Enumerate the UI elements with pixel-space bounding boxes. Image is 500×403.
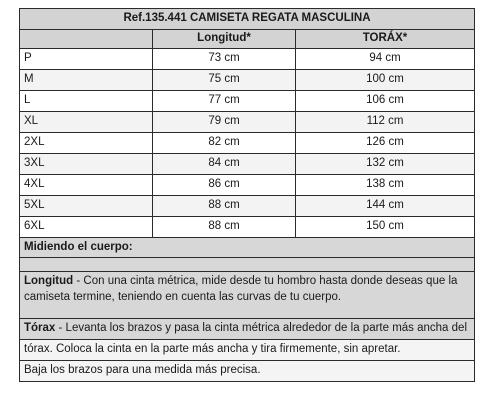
table-title: Ref.135.441 CAMISETA REGATA MASCULINA xyxy=(20,9,475,30)
header-row xyxy=(20,30,475,49)
longitud-cell: 82 cm xyxy=(153,133,296,154)
table-row xyxy=(20,112,475,133)
longitud-cell: 77 cm xyxy=(153,91,296,112)
longitud-note xyxy=(20,272,475,319)
spacer-row xyxy=(20,258,475,272)
size-cell: 3XL xyxy=(20,154,153,175)
title-row xyxy=(20,9,475,30)
longitud-cell: 88 cm xyxy=(153,217,296,238)
longitud-cell: 75 cm xyxy=(153,70,296,91)
torax-cell: 126 cm xyxy=(296,133,475,154)
header-torax: TORÁX* xyxy=(296,30,475,49)
spacer-cell xyxy=(20,258,475,272)
size-cell: L xyxy=(20,91,153,112)
torax-cell: 112 cm xyxy=(296,112,475,133)
torax-note xyxy=(20,319,475,340)
header-size xyxy=(20,30,153,49)
table-row xyxy=(20,70,475,91)
longitud-cell: 73 cm xyxy=(153,49,296,70)
size-cell: 6XL xyxy=(20,217,153,238)
torax-cell: 106 cm xyxy=(296,91,475,112)
torax-note-row xyxy=(20,319,475,340)
torax-note-row-3 xyxy=(20,361,475,382)
longitud-cell: 86 cm xyxy=(153,175,296,196)
table-row xyxy=(20,196,475,217)
header-longitud: Longitud* xyxy=(153,30,296,49)
measuring-title: Midiendo el cuerpo: xyxy=(20,238,475,258)
torax-note-line-2: tórax. Coloca la cinta en la parte más ancha y tira firmemente, sin apretar. xyxy=(20,340,475,361)
size-table xyxy=(19,8,475,382)
table-row xyxy=(20,133,475,154)
longitud-cell: 79 cm xyxy=(153,112,296,133)
torax-cell: 94 cm xyxy=(296,49,475,70)
torax-note-label: Tórax xyxy=(24,322,56,335)
table-row xyxy=(20,91,475,112)
size-cell: M xyxy=(20,70,153,91)
torax-note-text: - Levanta los brazos y pasa la cinta métrica alrededor de la parte más ancha del xyxy=(55,322,467,335)
size-chart xyxy=(19,8,474,382)
torax-note-row-2 xyxy=(20,340,475,361)
torax-note-line-3: Baja los brazos para una medida más precisa. xyxy=(20,361,475,382)
measuring-title-row xyxy=(20,238,475,258)
torax-cell: 150 cm xyxy=(296,217,475,238)
torax-cell: 144 cm xyxy=(296,196,475,217)
torax-cell: 138 cm xyxy=(296,175,475,196)
size-cell: P xyxy=(20,49,153,70)
size-cell: 5XL xyxy=(20,196,153,217)
longitud-cell: 88 cm xyxy=(153,196,296,217)
size-cell: XL xyxy=(20,112,153,133)
longitud-cell: 84 cm xyxy=(153,154,296,175)
table-row xyxy=(20,175,475,196)
table-row xyxy=(20,49,475,70)
table-row xyxy=(20,154,475,175)
table-row xyxy=(20,217,475,238)
size-cell: 4XL xyxy=(20,175,153,196)
longitud-note-text: - Con una cinta métrica, mide desde tu hombro hasta donde deseas que la camiseta termine, teniendo en cuenta las curvas de tu cuerpo. xyxy=(24,275,458,303)
torax-cell: 100 cm xyxy=(296,70,475,91)
size-cell: 2XL xyxy=(20,133,153,154)
torax-cell: 132 cm xyxy=(296,154,475,175)
longitud-note-row xyxy=(20,272,475,319)
longitud-note-label: Longitud xyxy=(24,275,74,287)
